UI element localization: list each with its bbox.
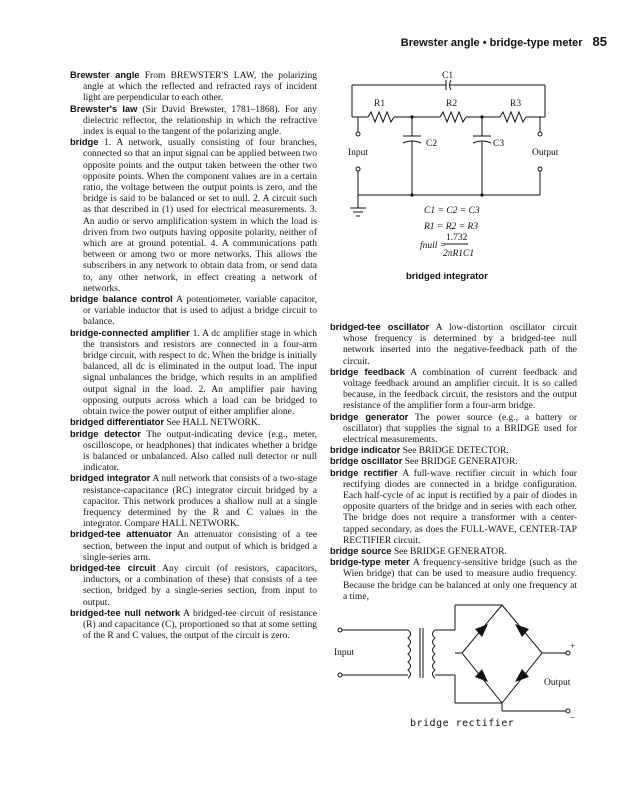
equation-fnull-denominator: 2πR1C1	[443, 249, 475, 259]
label-output: Output	[544, 678, 571, 688]
entry-term: bridge balance control	[70, 294, 173, 305]
entry-term: bridge	[70, 137, 99, 148]
label-c1: C1	[442, 71, 454, 81]
entry-term: bridged differentiator	[70, 417, 165, 428]
label-r1: R1	[374, 99, 386, 109]
dictionary-entry	[330, 322, 577, 367]
entry-term: bridge feedback	[330, 366, 405, 377]
left-column	[70, 70, 317, 641]
label-c3: C3	[493, 139, 505, 149]
entry-definition: A combination of current feedback and voltage feedback around an amplifier circuit. It is so called because, in the feedback circuit, the resistors and the output resistance of the amplifier form a four-arm bridge.	[343, 366, 577, 412]
equation-fnull-numerator: 1.732	[446, 233, 468, 243]
entry-definition: A null network that consists of a two-stage resistance-capacitance (RC) integrator circuit bridged by a capacitor. This network produces a shallow null at a single frequency determined by the R and C values in the integrator. Compare HALL NETWORK.	[83, 473, 317, 530]
equation-capacitors: C1 = C2 = C3	[424, 206, 480, 216]
dictionary-entry	[70, 70, 317, 104]
entry-definition: (Sir David Brewster, 1781–1868). For any dielectric reflector, the relationship in which the refractive index is equal to the tangent of the polarizing angle.	[83, 103, 317, 138]
right-column	[330, 322, 577, 602]
entry-term: bridged-tee circuit	[70, 562, 156, 573]
dictionary-entry	[70, 429, 317, 474]
dictionary-entry	[330, 412, 577, 446]
running-header	[401, 34, 607, 49]
dictionary-entry	[70, 473, 317, 529]
dictionary-entry	[330, 546, 577, 557]
equation-resistors: R1 = R2 = R3	[424, 222, 478, 232]
dictionary-entry	[70, 104, 317, 138]
entry-term: Brewster's law	[70, 103, 138, 114]
entry-term: bridged-tee oscillator	[330, 322, 430, 332]
dictionary-entry	[70, 294, 317, 328]
page-number: 85	[592, 34, 607, 49]
entry-definition: An attenuator consisting of a tee section, between the input and output of which is bridged a single-series arm.	[83, 529, 317, 563]
entry-term: bridge source	[330, 546, 392, 557]
dictionary-entry	[330, 456, 577, 467]
entry-term: bridged-tee attenuator	[70, 529, 172, 540]
figure-caption-bridge-rectifier: bridge rectifier	[410, 718, 515, 729]
entry-term: bridged integrator	[70, 473, 151, 484]
entry-term: bridge-connected amplifier	[70, 327, 190, 338]
entry-definition: A frequency-sensitive bridge (such as the Wien bridge) that can be used to measure audio frequency. Because the bridge can be balanced at only one frequency at a time,	[343, 557, 577, 602]
dictionary-entry	[330, 445, 577, 456]
figure-caption-bridged-integrator: bridged integrator	[406, 271, 488, 282]
dictionary-entry	[70, 328, 317, 418]
dictionary-entry	[70, 529, 317, 563]
label-c2: C2	[426, 139, 438, 149]
entry-term: bridge-type meter	[330, 557, 410, 568]
dictionary-entry	[330, 468, 577, 546]
entry-definition: Any circuit (of resistors, capacitors, inductors, or a combination of these) that consists of a tee section, bridged by a single-series section, from input to output.	[83, 562, 317, 608]
entry-definition: From BREWSTER'S LAW, the polarizing angle at which the reflected and refracted rays of incident light are perpendicular to each other.	[83, 70, 318, 104]
entry-term: bridge oscillator	[330, 456, 403, 467]
entry-term: bridge indicator	[330, 445, 401, 456]
bridged-integrator-diagram	[340, 68, 570, 290]
header-title: Brewster angle • bridge-type meter	[400, 37, 583, 49]
dictionary-entry	[330, 557, 577, 602]
entry-definition: The output-indicating device (e.g., meter, oscilloscope, or headphones) that indicates whether a bridge is balanced or unbalanced. Also called null detector or null indicator.	[83, 428, 317, 474]
entry-term: Brewster angle	[70, 70, 140, 80]
bridge-rectifier-diagram	[330, 603, 580, 728]
label-input: Input	[334, 648, 355, 658]
entry-definition: A full-wave rectifier circuit in which four rectifying diodes are connected in a bridge configuration. Each half-cycle of ac input is rectified by a pair of diodes in opposite quarters of the bridge and in series with each other. The bridge does not require a transformer with a center-tapped secondary, as does the FULL-WAVE, CENTER-TAP RECTIFIER circuit.	[343, 467, 577, 546]
entry-definition: See BRIDGE GENERATOR.	[393, 546, 507, 558]
entry-definition: A low-distortion oscillator circuit whose frequency is determined by a bridged-tee null network inserted into the negative-feedback path of the circuit.	[343, 322, 577, 367]
label-input: Input	[348, 148, 369, 158]
dictionary-entry	[330, 367, 577, 412]
entry-definition: 1. A network, usually consisting of four branches, connected so that an input signal can be applied between two opposite points and the output taken between the other two opposite points. When the component values are in a certain ratio, the voltage between the output points is zero, and the bridge is said to be balanced or set to null. 2. A circuit such as that described in (1) used for electrical measurements. 3. An audio or servo amplification system in which the load is driven from two outputs having opposite polarity, neither of which are at ground potential. 4. A communications path between or among two or more networks. This allows the subscribers in any network to obtain data from, or send data to, any other network, in effect creating a network of networks.	[83, 137, 317, 294]
label-plus: +	[570, 642, 576, 652]
equation-fnull-lhs: fnull =	[420, 241, 447, 251]
label-minus: −	[570, 714, 576, 724]
dictionary-entry	[70, 563, 317, 608]
entry-term: bridge rectifier	[330, 467, 398, 478]
entry-definition: See HALL NETWORK.	[166, 417, 261, 429]
entry-definition: A potentiometer, variable capacitor, or variable inductor that is used to adjust a bridge circuit to balance.	[83, 294, 317, 328]
label-r3: R3	[510, 99, 522, 109]
dictionary-entry	[70, 417, 317, 428]
entry-term: bridge generator	[330, 411, 409, 422]
entry-definition: See BRIDGE DETECTOR.	[402, 445, 509, 457]
entry-term: bridge detector	[70, 428, 141, 439]
entry-definition: The power source (e.g., a battery or oscillator) that supplies the signal to a BRIDGE used for electrical measurements.	[343, 411, 578, 446]
entry-term: bridged-tee null network	[70, 607, 181, 618]
dictionary-entry	[70, 608, 317, 642]
entry-definition: 1. A dc amplifier stage in which the transistors and resistors are connected in a four-arm bridge circuit, with respect to dc. When the bridge is initially balanced, all dc is eliminated in the output load. The input signal unbalances the bridge, which results in an amplified output signal in the load. 2. An amplifier pair having opposing outputs across which a load can be bridged to obtain twice the power output of either amplifier alone.	[83, 327, 317, 418]
entry-definition: A bridged-tee circuit of resistance (R) and capacitance (C), proportioned so that at some setting of the R and C values, the output of the circuit is zero.	[83, 607, 317, 642]
label-r2: R2	[446, 99, 458, 109]
entry-definition: See BRIDGE GENERATOR.	[404, 456, 518, 468]
label-output: Output	[532, 148, 559, 158]
dictionary-entry	[70, 137, 317, 294]
